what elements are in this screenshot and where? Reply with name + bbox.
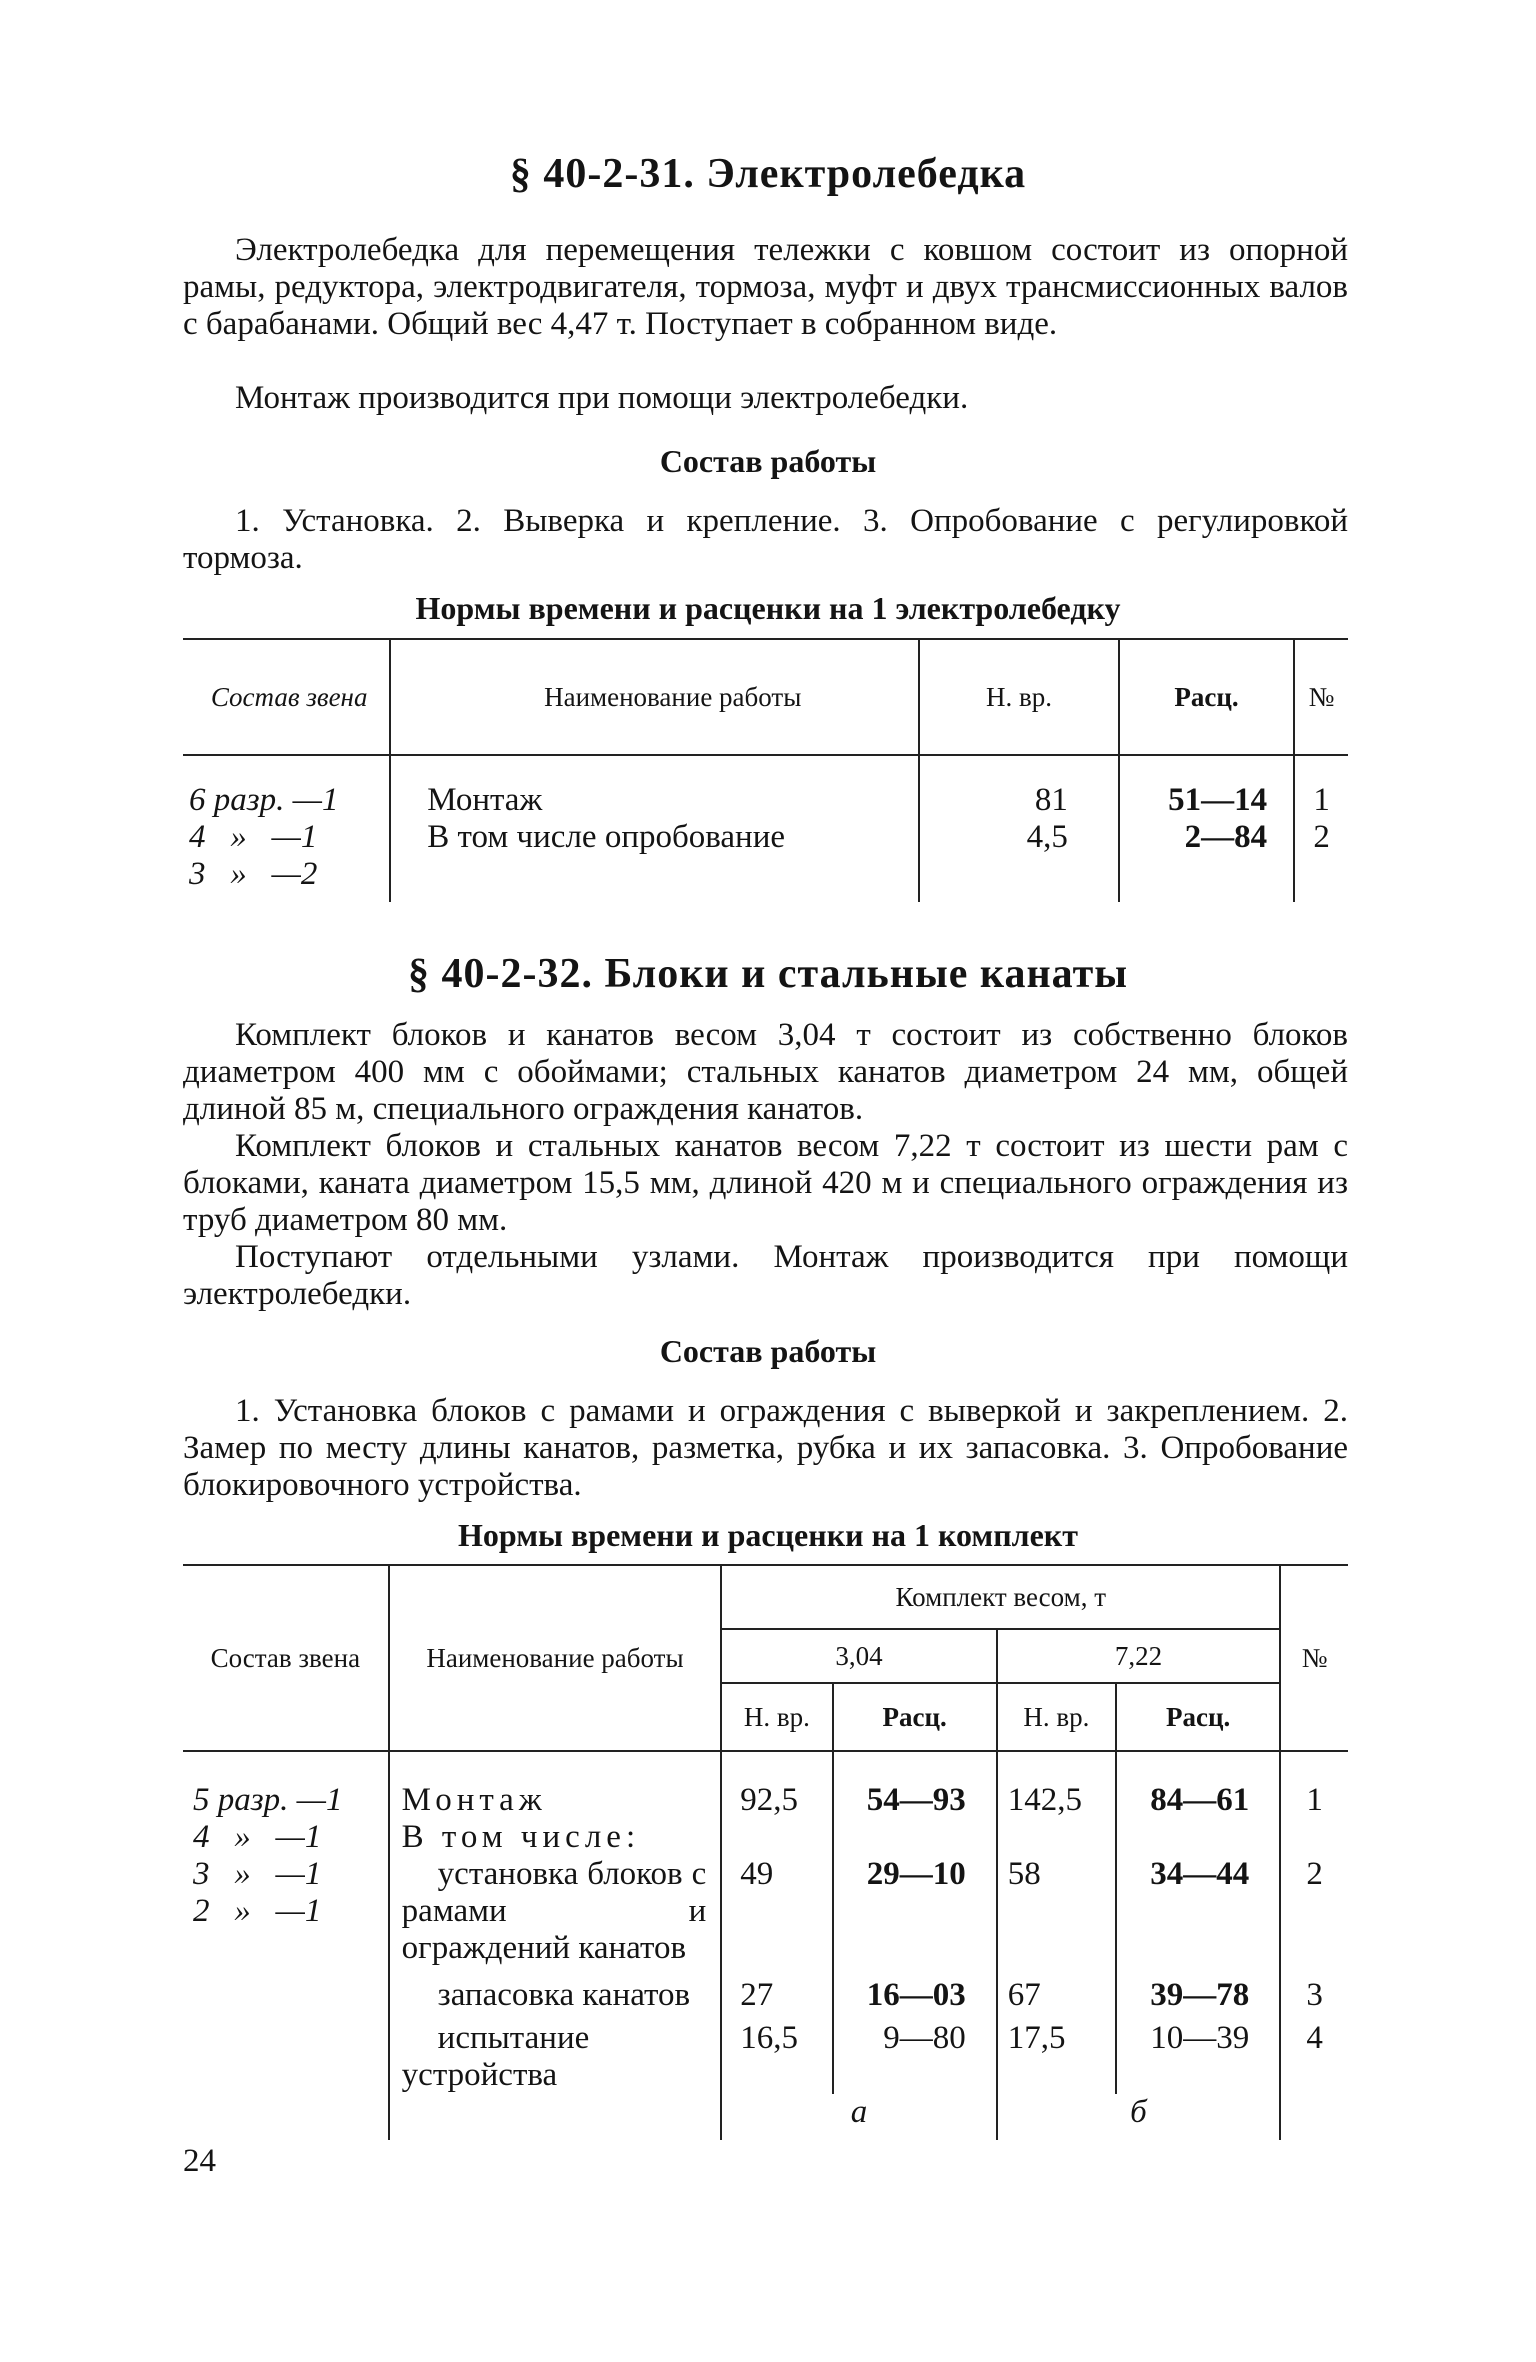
rate: 51—14 <box>1168 782 1268 818</box>
crew-line: 3 » —2 <box>189 856 318 892</box>
empty-cell <box>1280 2094 1348 2140</box>
empty-cell <box>389 2094 722 2140</box>
crew-line: 3 » —1 <box>193 1856 322 1892</box>
header-rate: Расц. <box>1119 639 1294 755</box>
header-time-norm-b: Н. вр. <box>997 1683 1116 1751</box>
header-number: № <box>1280 1565 1348 1751</box>
row-number <box>1280 1819 1348 1856</box>
work-name: испытание устройства <box>389 2014 722 2094</box>
rate-a: 54—93 <box>833 1751 997 1819</box>
column-marker-a: а <box>721 2094 996 2140</box>
time-norm-b: 67 <box>997 1967 1116 2014</box>
row-number: 4 <box>1280 2014 1348 2094</box>
rate-a <box>833 1819 997 1856</box>
time-norm-a: 49 <box>721 1856 832 1967</box>
row-number: 1 <box>1280 1751 1348 1819</box>
crew-line: 6 разр. —1 <box>189 782 339 818</box>
rate-a: 16—03 <box>833 1967 997 2014</box>
header-work-name: Наименование работы <box>390 639 919 755</box>
time-norm-b: 142,5 <box>997 1751 1116 1819</box>
crew-line: 4 » —1 <box>189 819 318 855</box>
header-crew: Состав звена <box>183 639 390 755</box>
empty-cell <box>183 2094 389 2140</box>
time-norm-a: 16,5 <box>721 2014 832 2094</box>
time-norm-a: 92,5 <box>721 1751 832 1819</box>
rate: 2—84 <box>1184 819 1268 855</box>
work-name: Монтаж <box>427 782 543 818</box>
crew-line: 5 разр. —1 <box>193 1782 343 1818</box>
table-caption: Нормы времени и расценки на 1 электролебедку <box>415 590 1121 626</box>
table-row <box>183 755 1348 902</box>
row-number: 1 <box>1313 782 1330 818</box>
header-weight-3-04: 3,04 <box>721 1629 996 1683</box>
column-marker-row <box>183 2094 1348 2140</box>
work-name: В том числе опробование <box>427 819 786 855</box>
number-cell <box>1294 755 1348 902</box>
paragraph-set-7-22: Комплект блоков и стальных канатов весом 7,22 т состоит из шести рам с блоками, каната диаметром 15,5 мм, длиной 420 м и специального ограждения из труб диаметром 80 мм. <box>183 1128 1348 1238</box>
header-set-weight: Комплект весом, т <box>721 1565 1280 1629</box>
time-norm-b: 58 <box>997 1856 1116 1967</box>
time-norm-b: 17,5 <box>997 2014 1116 2094</box>
crew-cell <box>183 755 390 902</box>
rate-b: 10—39 <box>1116 2014 1280 2094</box>
work-name: Монтаж <box>389 1751 722 1819</box>
time-norm: 81 <box>1034 782 1068 818</box>
time-norm: 4,5 <box>1026 819 1068 855</box>
crew-cell <box>183 1751 389 2094</box>
row-number: 3 <box>1280 1967 1348 2014</box>
header-rate-b: Расц. <box>1116 1683 1280 1751</box>
table-row <box>183 1751 1348 1819</box>
rate-a: 29—10 <box>833 1856 997 1967</box>
work-steps: 1. Установка блоков с рамами и ограждения с выверкой и закреплением. 2. Замер по месту длины канатов, разметка, рубка и их запасовка. 3. Опробование блокировочного устройства. <box>183 1393 1348 1503</box>
time-norm-b <box>997 1819 1116 1856</box>
rate-b: 34—44 <box>1116 1856 1280 1967</box>
header-time-norm-a: Н. вр. <box>721 1683 832 1751</box>
header-weight-7-22: 7,22 <box>997 1629 1281 1683</box>
time-norm-a <box>721 1819 832 1856</box>
paragraph-set-3-04: Комплект блоков и канатов весом 3,04 т состоит из собственно блоков диаметром 400 мм с обоймами; стальных канатов диаметром 24 мм, общей длиной 85 м, специального ограждения канатов. <box>183 1017 1348 1127</box>
work-name: В том числе: <box>389 1819 722 1856</box>
work-name-cell <box>390 755 919 902</box>
crew-line: 2 » —1 <box>193 1893 322 1929</box>
paragraph-description: Электролебедка для перемещения тележки с ковшом состоит из опорной рамы, редуктора, электродвигателя, тормоза, муфт и двух трансмиссионных валов с барабанами. Общий вес 4,47 т. Поступает в собранном виде. <box>183 232 1348 342</box>
work-heading: Состав работы <box>659 1333 877 1369</box>
work-name: запасовка канатов <box>389 1967 722 2014</box>
time-norm-a: 27 <box>721 1967 832 2014</box>
norms-table-1 <box>183 638 1348 902</box>
section-title-40-2-31: § 40-2-31. Электролебедка <box>509 151 1027 197</box>
section-title-40-2-32: § 40-2-32. Блоки и стальные канаты <box>407 951 1128 997</box>
table-caption: Нормы времени и расценки на 1 комплект <box>458 1517 1078 1553</box>
row-number: 2 <box>1313 819 1330 855</box>
header-time-norm: Н. вр. <box>919 639 1119 755</box>
column-marker-b: б <box>997 2094 1281 2140</box>
work-name: установка блоков с рамами и ограждений канатов <box>389 1856 722 1967</box>
paragraph-delivery: Поступают отдельными узлами. Монтаж производится при помощи электролебедки. <box>183 1239 1348 1312</box>
crew-line: 4 » —1 <box>193 1819 322 1855</box>
norms-table-2 <box>183 1564 1348 2140</box>
rate-b: 84—61 <box>1116 1751 1280 1819</box>
row-number: 2 <box>1280 1856 1348 1967</box>
header-number: № <box>1294 639 1348 755</box>
work-steps: 1. Установка. 2. Выверка и крепление. 3. Опробование с регулировкой тормоза. <box>183 503 1348 576</box>
rate-cell <box>1119 755 1294 902</box>
header-crew: Состав звена <box>183 1565 389 1751</box>
work-heading: Состав работы <box>659 443 877 479</box>
rate-b: 39—78 <box>1116 1967 1280 2014</box>
header-work-name: Наименование работы <box>389 1565 722 1751</box>
time-norm-cell <box>919 755 1119 902</box>
rate-a: 9—80 <box>833 2014 997 2094</box>
paragraph-mounting: Монтаж производится при помощи электролебедки. <box>235 380 969 416</box>
rate-b <box>1116 1819 1280 1856</box>
page-number: 24 <box>183 2143 216 2179</box>
header-rate-a: Расц. <box>833 1683 997 1751</box>
